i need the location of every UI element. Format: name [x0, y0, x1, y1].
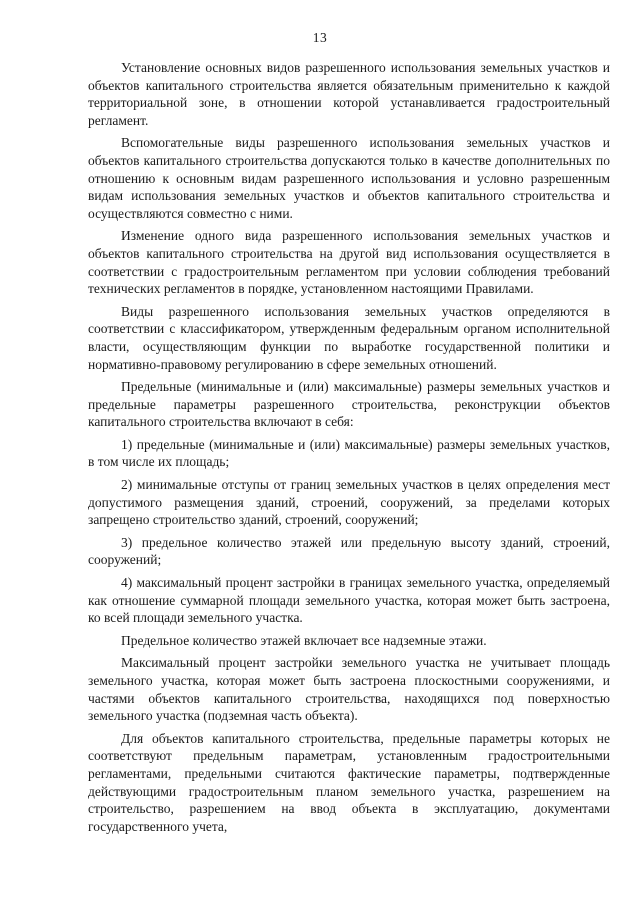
list-item-4: 4) максимальный процент застройки в границах земельного участка, определяемый как отношение суммарной площади земельного участка, которая может быть застроена, ко всей площади земельного участка. [88, 575, 610, 626]
paragraph-floor-count: Предельное количество этажей включает все надземные этажи. [121, 632, 487, 648]
page-number: 13 [312, 30, 328, 45]
list-item-3: 3) предельное количество этажей или предельную высоту зданий, строений, сооружений; [88, 534, 610, 568]
paragraph-nonconforming-objects: Для объектов капитального строительства, предельные параметры которых не соответствуют предельным параметрам, установленным градостроительными регламентами, предельными считаются фактические параметры, подтвержденные действующими градостроительным планом земельного участка, разрешением на строительство, разрешением на ввод объекта в эксплуатацию, документами государственного учета, [88, 730, 610, 834]
paragraph-max-building-percent: Максимальный процент застройки земельного участка не учитывает площадь земельного участка, которая может быть застроена плоскостными сооружениями, и частями объектов капитального строительства, находящихся под поверхностью земельного участка (подземная часть объекта). [88, 655, 610, 724]
paragraph-limit-parameters: Предельные (минимальные и (или) максимальные) размеры земельных участков и предельные параметры разрешенного строительства, реконструкции объектов капитального строительства включают в себя: [88, 379, 610, 430]
list-item-2: 2) минимальные отступы от границ земельных участков в целях определения мест допустимого размещения зданий, строений, сооружений, за пределами которых запрещено строительство зданий, строений, сооружений; [88, 477, 610, 528]
document-body [88, 59, 610, 840]
paragraph-auxiliary-uses: Вспомогательные виды разрешенного использования земельных участков и объектов капитального строительства допускаются только в качестве дополнительных по отношению к основным видам разрешенного использования и условно разрешенным видам использования земельных участков и объектов капитального строительства и осуществляются совместно с ними. [88, 135, 610, 221]
list-item-1: 1) предельные (минимальные и (или) максимальные) размеры земельных участков, в том числе их площадь; [88, 436, 610, 470]
paragraph-change-of-use: Изменение одного вида разрешенного использования земельных участков и объектов капитального строительства на другой вид использования осуществляется в соответствии с градостроительным регламентом при условии соблюдения требований технических регламентов в порядке, установленном настоящими Правилами. [88, 228, 610, 297]
paragraph-classifier: Виды разрешенного использования земельных участков определяются в соответствии с классификатором, утвержденным федеральным органом исполнительной власти, осуществляющим функции по выработке государственной политики и нормативно-правовому регулированию в сфере земельных отношений. [88, 303, 610, 372]
paragraph-main-permitted-uses: Установление основных видов разрешенного использования земельных участков и объектов капитального строительства является обязательным применительно к каждой территориальной зоне, в отношении которой устанавливается градостроительный регламент. [88, 60, 610, 128]
